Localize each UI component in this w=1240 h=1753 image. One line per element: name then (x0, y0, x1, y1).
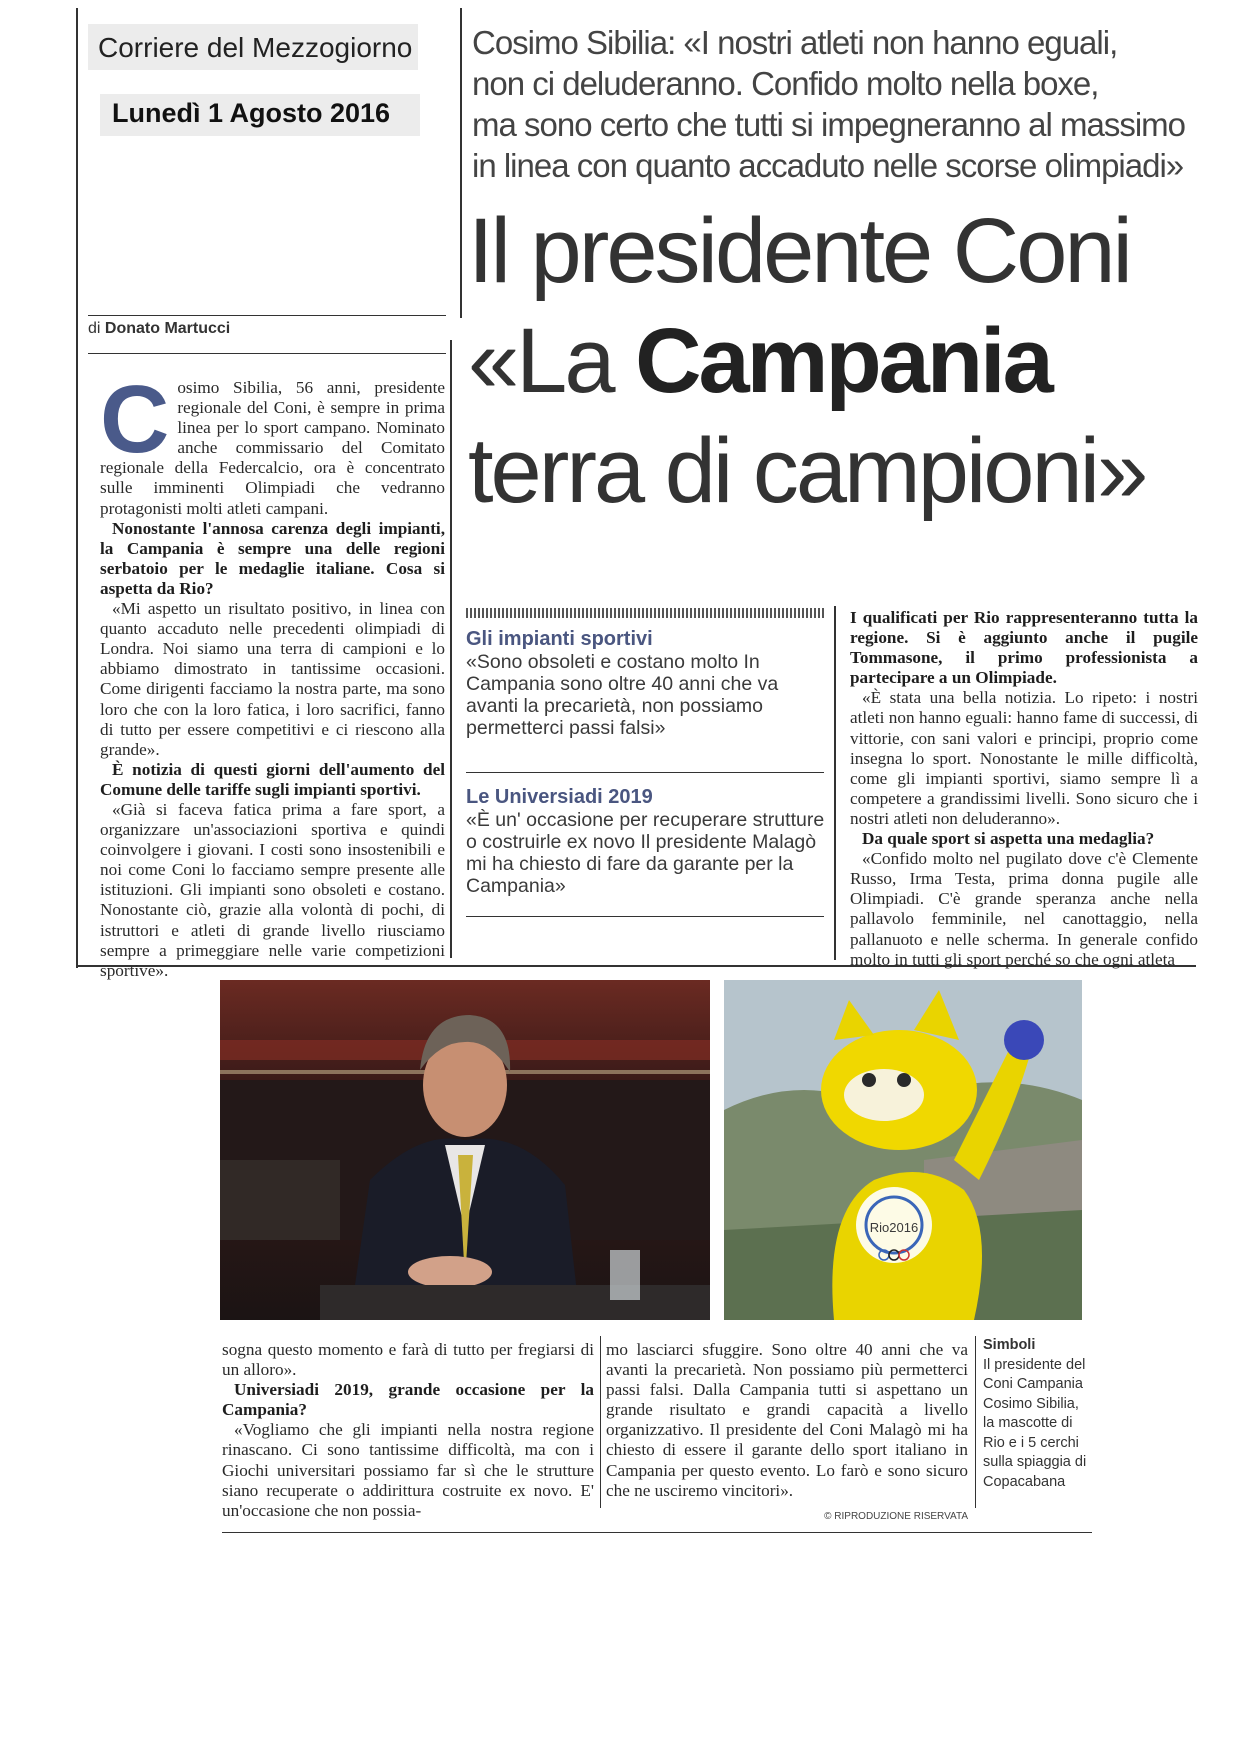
question: Nonostante l'annosa carenza degli impianti, la Campania è sempre una delle regioni serbatoio per le medaglie italiane. Cosa si aspetta da Rio? (100, 518, 445, 598)
box-divider (466, 916, 824, 917)
article-column-1 (100, 366, 445, 981)
answer: «Già si faceva fatica prima a fare sport, a organizzare un'associazioni sportiva e quindi coinvolgere i giovani. I costi sono insostenibili e noi come Coni lo facciamo sempre presente alle istituzioni. Gli impianti sono obsoleti e costano. Nonostante ciò, grazie alla volontà di pochi, di istruttori e atleti di grande livello riusciamo sempre a primeggiare nelle varie competizioni sportive». (100, 799, 445, 980)
caption-text: Il presidente del Coni Campania Cosimo Sibilia, la mascotte di Rio e i 5 cerchi sulla spiaggia di Copacabana (983, 1356, 1087, 1490)
question: Universiadi 2019, grande occasione per la Campania? (222, 1380, 594, 1420)
caption-title: Simboli (983, 1337, 1036, 1353)
column-rule (975, 1336, 976, 1508)
date-box (100, 94, 420, 136)
question: I qualificati per Rio rappresenteranno tutta la regione. Si è aggiunto anche il pugile Tommasone, il primo professionista a partecipare a un Olimpiade. (850, 608, 1198, 688)
headline-bold: Campania (635, 310, 1051, 412)
headline-prefix: «La (468, 310, 636, 412)
factbox-text: «Sono obsoleti e costano molto In Campania sono oltre 40 anni che va avanti la precarietà, non possiamo permetterci passi falsi» (466, 651, 779, 739)
answer: mo lasciarci sfuggire. Sono oltre 40 anni che va avanti la precarietà. Non possiamo più permetterci passi falsi. Dalla Campania tutti si aspettano un grande risultato e grandi capacità a livello organizzativo. Il presidente del Coni Malagò mi ha chiesto di essere il garante dello sport italiano in Campania per questo evento. Lo farò e sono sicuro che ne usciremo vincitori». (606, 1340, 968, 1500)
answer: «Vogliamo che gli impianti nella nostra regione rinascano. Ci sono tantissime difficoltà, ma con i Giochi universitari possiamo far sì che le strutture siano recuperate o addirittura costruite ex novo. E' un'occasione che non possia- (222, 1420, 594, 1520)
column-rule (600, 1336, 601, 1508)
box-hatch (466, 608, 824, 618)
byline-author: Donato Martucci (104, 320, 231, 337)
photo-mascot (724, 980, 1082, 1320)
answer: «È stata una bella notizia. Lo ripeto: i nostri atleti non hanno eguali: hanno fame di successi, di vittorie, con sani valori e principi, proprio come insegna lo sport. Nonostante le mille difficoltà, come gli impianti sportivi, siamo sempre lì a competere a grandissimi livelli. Sono sicuro che i nostri atleti non deluderanno». (850, 688, 1198, 828)
question: Da quale sport si aspetta una medaglia? (862, 829, 1155, 849)
factbox-text: «È un' occasione per recuperare strutture o costruirle ex novo Il presidente Malagò mi ha chiesto di fare da garante per la Campania» (466, 809, 825, 897)
copyright-notice: © RIPRODUZIONE RISERVATA (824, 1510, 968, 1522)
left-border (76, 8, 78, 968)
article-bottom-column-2 (606, 1340, 968, 1527)
mascot-photo-image (724, 980, 1082, 1320)
byline-prefix: di (88, 320, 101, 337)
photo-caption (983, 1336, 1093, 1492)
photo-president (220, 980, 710, 1320)
column-rule (834, 606, 836, 960)
article-bottom-column-1 (222, 1340, 594, 1521)
president-photo-image (220, 980, 710, 1320)
drop-cap: C (100, 366, 170, 473)
answer: «Mi aspetto un risultato positivo, in linea con quanto accaduto nelle precedenti olimpiadi di Londra. Noi siamo una terra di campioni e lo abbiamo dimostrato in tantissime occasioni. Come dirigenti facciamo la nostra parte, ma sono loro che con la loro fatica, i loro sacrifici, fanno di tutto per essere competitivi e ci riescono alla grande». (100, 599, 445, 759)
column-rule (450, 340, 452, 958)
box-divider (466, 772, 824, 773)
masthead-box (88, 24, 418, 70)
pull-quote-line: Cosimo Sibilia: «I nostri atleti non hanno eguali, (472, 24, 1118, 61)
byline (88, 320, 230, 338)
headline-line-3: terra di campioni» (468, 420, 1146, 522)
answer: «Confido molto nel pugilato dove c'è Clemente Russo, Irma Testa, prima donna pugile alle Olimpiadi. C'è grande speranza anche nella pallavolo femminile, nel canottaggio, nella pallanuoto e nelle scherma. In generale confido molto in tutti gli sport perché so che ogni atleta (850, 849, 1198, 969)
factbox-universiadi (466, 786, 828, 897)
headline-line-1: Il presidente Coni (468, 200, 1130, 302)
lead-text: osimo Sibilia, 56 anni, presidente regionale del Coni, è sempre in prima linea per lo sport campano. Nominato anche commissario del Comitato regionale della Federcalcio, ora è concentrato sulle imminenti Olimpiadi che vedranno protagonisti molti atleti campani. (100, 378, 445, 518)
newspaper-name: Corriere del Mezzogiorno (98, 32, 413, 63)
lead-paragraph (100, 366, 445, 519)
question: È notizia di questi giorni dell'aumento del Comune delle tariffe sugli impianti sportivi. (100, 759, 445, 799)
pull-quote-line: non ci deluderanno. Confido molto nella boxe, (472, 65, 1099, 102)
byline-rule (88, 353, 446, 354)
pull-quote-line: in linea con quanto accaduto nelle scorse olimpiadi» (472, 147, 1184, 184)
article-column-3 (850, 608, 1198, 970)
answer: sogna questo momento e farà di tutto per fregiarsi di un alloro». (222, 1340, 594, 1380)
headline (468, 196, 1228, 526)
issue-date: Lunedì 1 Agosto 2016 (112, 98, 391, 128)
column-rule (460, 8, 462, 318)
mascot-badge-text: Rio2016 (869, 1220, 919, 1235)
headline-line-2 (468, 306, 1228, 416)
factbox-impianti (466, 628, 828, 739)
factbox-title: Gli impianti sportivi (466, 628, 653, 650)
pull-quote-line: ma sono certo che tutti si impegneranno al massimo (472, 106, 1186, 143)
pull-quote (472, 22, 1212, 186)
bottom-rule (222, 1532, 1092, 1533)
factbox-title: Le Universiadi 2019 (466, 786, 653, 808)
byline-rule (88, 315, 446, 316)
